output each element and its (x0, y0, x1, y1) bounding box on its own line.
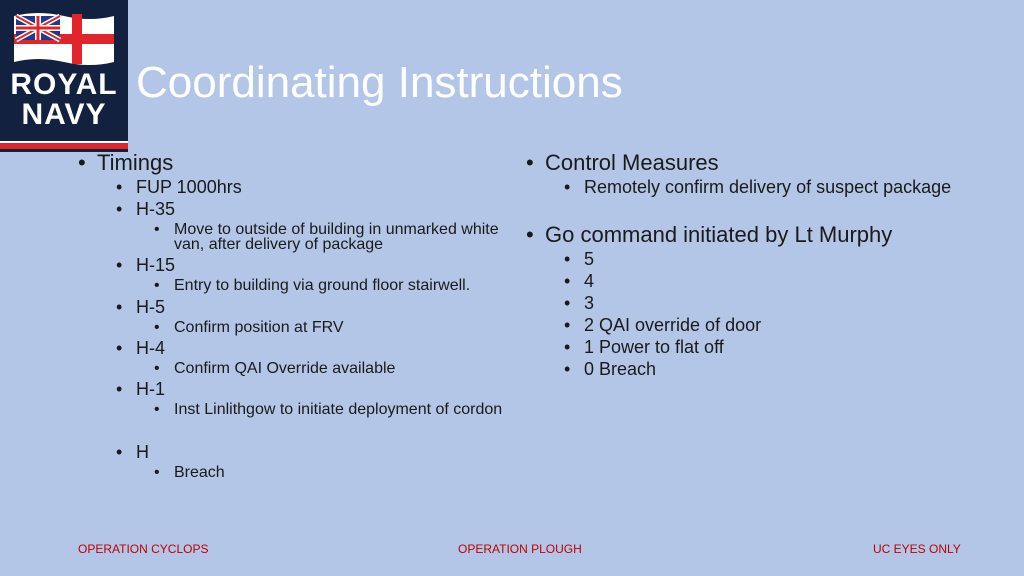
bullet-h15: • H-15 (76, 256, 516, 274)
bullet-h-detail: • Breach (76, 465, 516, 480)
bullet-h35: • H-35 (76, 200, 516, 218)
bullet-h15-detail: • Entry to building via ground floor stairwell. (76, 278, 516, 293)
countdown-1: • 1 Power to flat off (524, 338, 964, 356)
bullet-fup: • FUP 1000hrs (76, 178, 516, 196)
bullet-control-measures: • Control Measures (524, 152, 964, 174)
logo-royal-text: ROYAL (10, 68, 118, 101)
countdown-5: • 5 (524, 250, 964, 268)
bullet-timings: • Timings (76, 152, 516, 174)
bullet-h4-detail: • Confirm QAI Override available (76, 361, 516, 376)
left-column (76, 150, 516, 480)
spacer (76, 417, 516, 439)
white-ensign-flag-icon (12, 10, 116, 68)
slide-title: Coordinating Instructions (136, 58, 623, 107)
bullet-h: • H (76, 443, 516, 461)
bullet-h1-detail: • Inst Linlithgow to initiate deployment of cordon (76, 402, 516, 417)
footer-right: UC EYES ONLY (873, 542, 961, 556)
royal-navy-logo (0, 0, 128, 152)
spacer (524, 196, 964, 222)
logo-navy-text: NAVY (21, 98, 107, 131)
countdown-0: • 0 Breach (524, 360, 964, 378)
countdown-2: • 2 QAI override of door (524, 316, 964, 334)
bullet-h35-detail: • Move to outside of building in unmarked white van, after delivery of package (76, 222, 516, 252)
countdown-4: • 4 (524, 272, 964, 290)
bullet-go-command: • Go command initiated by Lt Murphy (524, 224, 964, 246)
bullet-remote-confirm: • Remotely confirm delivery of suspect package (524, 178, 964, 196)
footer-left: OPERATION CYCLOPS (78, 542, 209, 556)
bullet-h1: • H-1 (76, 380, 516, 398)
footer-center: OPERATION PLOUGH (458, 542, 582, 556)
bullet-h4: • H-4 (76, 339, 516, 357)
logo-red-stripe (0, 143, 128, 149)
bullet-h5: • H-5 (76, 298, 516, 316)
bullet-h5-detail: • Confirm position at FRV (76, 320, 516, 335)
countdown-3: • 3 (524, 294, 964, 312)
right-column (524, 150, 964, 378)
